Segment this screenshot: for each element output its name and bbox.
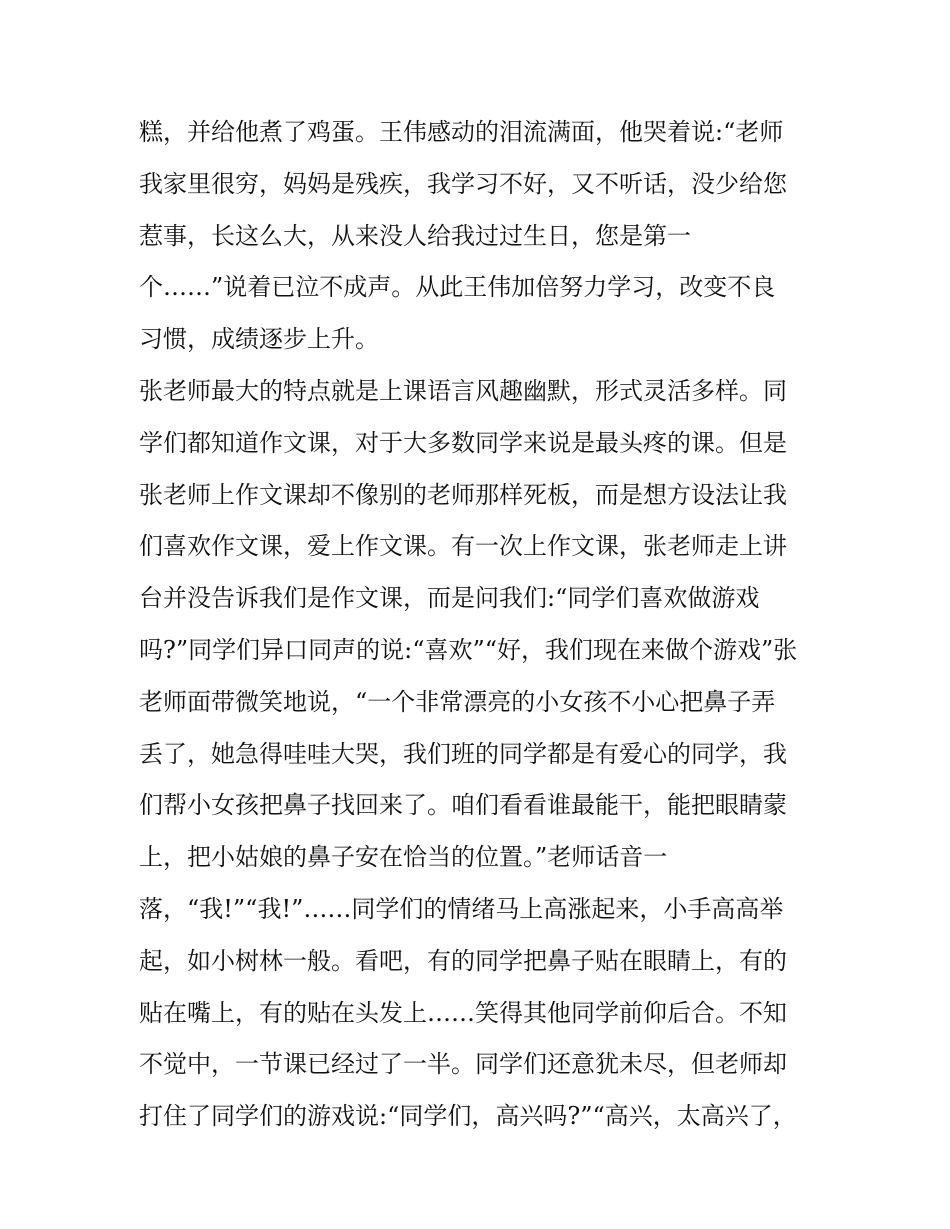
text-line: 个……”说着已泣不成声。从此王伟加倍努力学习，改变不良 (139, 273, 776, 302)
text-line: 习惯，成绩逐步上升。 (139, 325, 379, 354)
text-line: 我家里很穷，妈妈是残疾，我学习不好，又不听话，没少给您 (139, 169, 787, 198)
text-line: 张老师最大的特点就是上课语言风趣幽默，形式灵活多样。同 (139, 376, 787, 405)
text-line: 们喜欢作文课，爱上作文课。有一次上作文课，张老师走上讲 (139, 532, 787, 561)
text-line: 丢了，她急得哇哇大哭，我们班的同学都是有爱心的同学，我 (139, 739, 787, 768)
text-line: 吗?”同学们异口同声的说:“喜欢”“好，我们现在来做个游戏”张 (139, 635, 798, 664)
text-line: 台并没告诉我们是作文课，而是问我们:“同学们喜欢做游戏 (139, 584, 760, 613)
text-line: 们帮小女孩把鼻子找回来了。咱们看看谁最能干，能把眼睛蒙 (139, 791, 787, 820)
text-line: 不觉中，一节课已经过了一半。同学们还意犹未尽，但老师却 (139, 1050, 787, 1079)
text-line: 惹事，长这么大，从来没人给我过过生日，您是第一 (139, 221, 691, 250)
document-body-text (139, 107, 819, 1143)
text-line: 贴在嘴上，有的贴在头发上……笑得其他同学前仰后合。不知 (139, 998, 787, 1027)
text-line: 老师面带微笑地说，“一个非常漂亮的小女孩不小心把鼻子弄 (139, 687, 776, 716)
text-line: 糕，并给他煮了鸡蛋。王伟感动的泪流满面，他哭着说:“老师 (139, 118, 784, 146)
text-line: 上，把小姑娘的鼻子安在恰当的位置。”老师话音一 (139, 843, 668, 872)
text-line: 张老师上作文课却不像别的老师那样死板，而是想方设法让我 (139, 480, 787, 509)
text-line: 学们都知道作文课，对于大多数同学来说是最头疼的课。但是 (139, 428, 787, 457)
text-line: 打住了同学们的游戏说:“同学们，高兴吗?”“高兴，太高兴了， (139, 1102, 797, 1131)
text-line: 落，“我!”“我!”……同学们的情绪马上高涨起来，小手高高举 (139, 894, 784, 923)
text-line: 起，如小树林一般。看吧，有的同学把鼻子贴在眼睛上，有的 (139, 946, 787, 975)
